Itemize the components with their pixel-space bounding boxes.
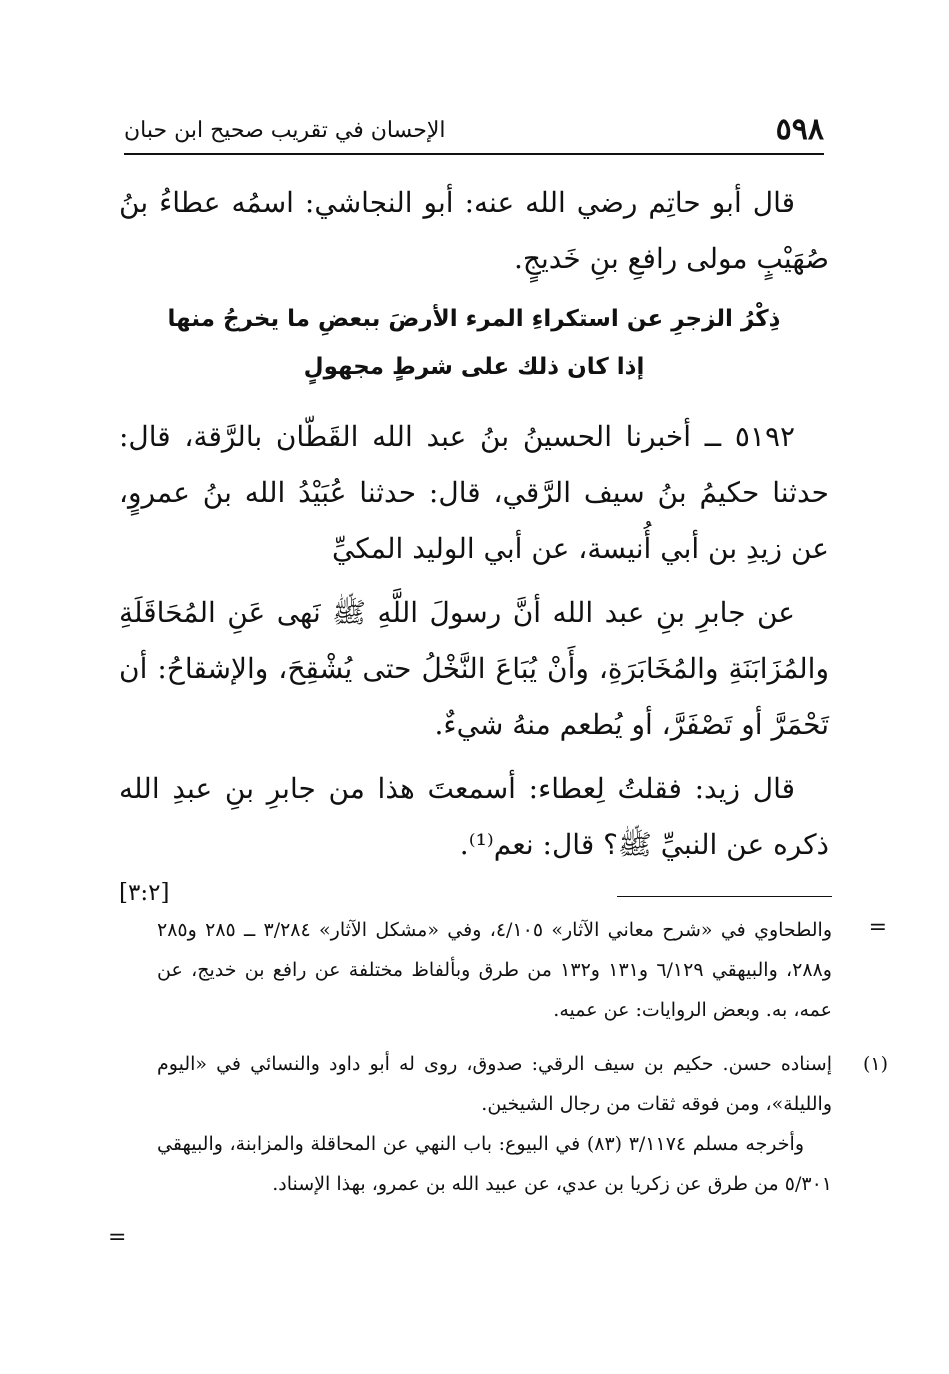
footnote-rule bbox=[617, 896, 832, 897]
footnote-continuation bbox=[157, 910, 832, 1030]
footnote-1-number: (١) bbox=[862, 1053, 888, 1075]
main-text bbox=[119, 175, 829, 911]
footnote-continuation-text: والطحاوي في «شرح معاني الآثار» ٤/١٠٥، وفي «مشكل الآثار» ٣/٢٨٤ ــ ٢٨٥ و٢٨٥ و٢٨٨، والبيهقي ٦/١٢٩ و١٣١ و١٣٢ من طرق وبألفاظ مختلفة عن رافع بن خديج، عن عمه، به. وبعض الروايات: عن عميه. bbox=[157, 919, 832, 1021]
closing-paragraph: قال زيد: فقلتُ لِعطاء: أسمعتَ هذا من جابرِ بنِ عبدِ الله ذكره عن النبيِّ ﷺ؟ قال: نعم⁽¹⁾. bbox=[119, 772, 829, 861]
footnote-end-mark: = bbox=[108, 1225, 127, 1250]
section-title-line-2: إذا كان ذلك على شرطٍ مجهولٍ bbox=[303, 354, 645, 380]
page-number: ٥٩٨ bbox=[775, 112, 824, 147]
opening-paragraph: قال أبو حاتِم رضي الله عنه: أبو النجاشي: اسمُه عطاءُ بنُ صُهَيْبٍ مولى رافعِ بنِ خَديجٍ. bbox=[119, 186, 829, 275]
running-title: الإحسان في تقريب صحيح ابن حبان bbox=[124, 118, 446, 143]
section-title bbox=[119, 295, 829, 391]
footnote-1 bbox=[157, 1044, 888, 1204]
footnotes bbox=[157, 910, 888, 1218]
header-rule bbox=[124, 153, 824, 155]
section-title-line-1: ذِكْرُ الزجرِ عن استكراءِ المرء الأرضَ ببعضِ ما يخرجُ منها bbox=[167, 306, 781, 332]
isnad-paragraph: ٥١٩٢ ــ أخبرنا الحسينُ بنُ عبد الله القَطّان بالرَّقة، قال: حدثنا حكيمُ بنُ سيف الرَّقي، قال: حدثنا عُبَيْدُ الله بنُ عمروٍ، عن زيدِ بن أبي أُنيسة، عن أبي الوليد المكيِّ bbox=[119, 420, 829, 565]
footnote-1-text: إسناده حسن. حكيم بن سيف الرقي: صدوق، روى له أبو داود والنسائي في «اليوم والليلة»، ومن فوقه ثقات من رجال الشيخين. bbox=[157, 1053, 832, 1115]
footnote-continuation-mark: = bbox=[868, 915, 887, 940]
matn-paragraph: عن جابرِ بنِ عبد الله أنَّ رسولَ اللَّهِ ﷺ نَهى عَنِ المُحَاقَلَةِ والمُزَابَنَةِ والمُخَابَرَةِ، وأَنْ يُبَاعَ النَّخْلُ حتى يُشْقِحَ، والإشقاحُ: أن تَحْمَرَّ أو تَصْفَرَّ، أو يُطعم منهُ شيءٌ. bbox=[119, 596, 829, 741]
hadith-reference: [٣:٢] bbox=[119, 880, 170, 906]
page-header bbox=[124, 108, 824, 152]
footnote-1-text-continued: وأخرجه مسلم ٣/١١٧٤ (٨٣) في البيوع: باب النهي عن المحاقلة والمزابنة، والبيهقي ٥/٣٠١ من طرق عن زكريا بن عدي، عن عبيد الله بن عمرو، بهذا الإسناد. bbox=[157, 1133, 832, 1195]
